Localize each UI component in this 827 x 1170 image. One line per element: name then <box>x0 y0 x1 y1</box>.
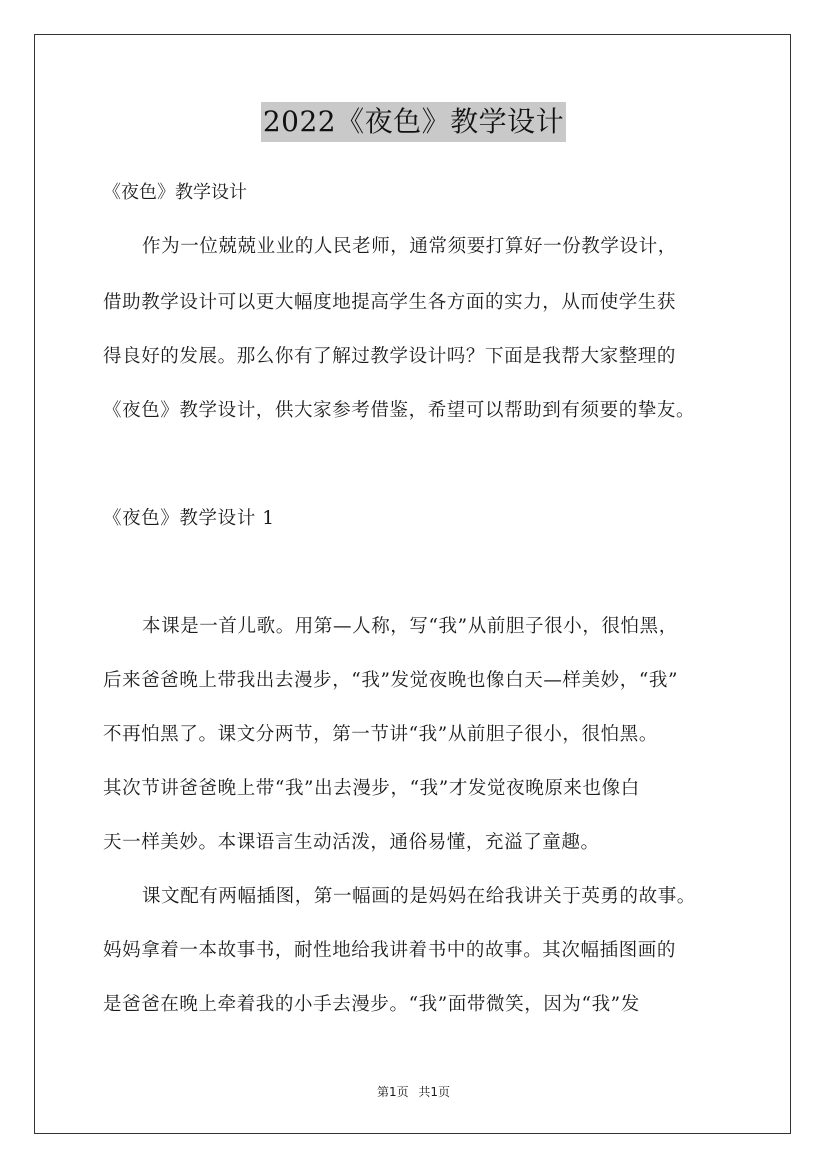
page-footer <box>0 1084 827 1100</box>
body-line: 不再怕黑了。课文分两节，第一节讲“我”从前胆子很小，很怕黑。 <box>103 724 658 745</box>
intro-line: 借助教学设计可以更大幅度地提高学生各方面的实力，从而使学生获 <box>103 292 677 313</box>
body-line: 其次节讲爸爸晚上带“我”出去漫步，“我”才发觉夜晚原来也像白 <box>103 778 640 799</box>
intro-line: 作为一位兢兢业业的人民老师，通常须要打算好一份教学设计， <box>142 236 677 257</box>
body-line: 妈妈拿着一本故事书，耐性地给我讲着书中的故事。其次幅插图画的 <box>103 940 677 961</box>
body-line: 天一样美妙。本课语言生动活泼，通俗易懂，充溢了童趣。 <box>103 832 600 853</box>
page-number-total: 共1页 <box>418 1085 451 1099</box>
section-heading: 《夜色》教学设计 1 <box>103 508 275 529</box>
title-container <box>0 102 827 142</box>
intro-line: 《夜色》教学设计，供大家参考借鉴，希望可以帮助到有须要的挚友。 <box>103 400 696 421</box>
body-line: 本课是一首儿歌。用第—人称，写“我”从前胆子很小，很怕黑， <box>142 616 678 637</box>
body-line: 是爸爸在晚上牵着我的小手去漫步。“我”面带微笑，因为“我”发 <box>103 994 640 1015</box>
body-line: 课文配有两幅插图，第一幅画的是妈妈在给我讲关于英勇的故事。 <box>142 886 696 907</box>
document-subtitle: 《夜色》教学设计 <box>103 182 247 203</box>
intro-line: 得良好的发展。那么你有了解过教学设计吗？下面是我帮大家整理的 <box>103 346 677 367</box>
page-number-current: 第1页 <box>376 1085 409 1099</box>
body-line: 后来爸爸晚上带我出去漫步，“我”发觉夜晚也像白天—样美妙，“我” <box>103 670 679 691</box>
document-title: 2022《夜色》教学设计 <box>261 102 566 142</box>
